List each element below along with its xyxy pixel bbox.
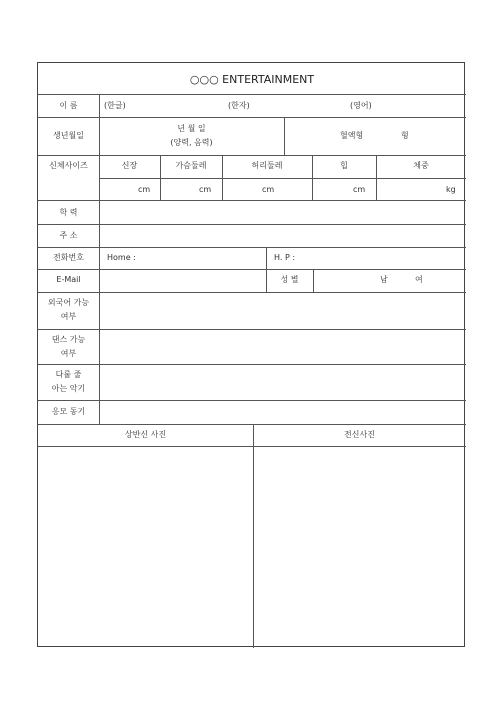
- rule: [38, 424, 466, 425]
- label-language-2: 여부: [60, 312, 77, 321]
- label-phone: 전화번호: [53, 253, 84, 262]
- label-gender: 성 별: [280, 275, 299, 284]
- rule: [38, 155, 466, 156]
- unit-height[interactable]: cm: [138, 185, 151, 194]
- name-english[interactable]: (영어): [350, 101, 372, 110]
- rule: [38, 247, 466, 248]
- label-name: 이 름: [59, 101, 78, 110]
- birth-date[interactable]: 년 월 일: [177, 124, 206, 133]
- rule: [38, 224, 466, 225]
- gender-male[interactable]: 남: [380, 275, 388, 284]
- blood-type-label: 혈액형: [340, 131, 364, 140]
- size-header-chest: 가슴둘레: [175, 161, 207, 170]
- blood-type-unit[interactable]: 형: [401, 131, 409, 140]
- label-dance-2: 여부: [60, 349, 77, 358]
- rule: [38, 292, 466, 293]
- size-header-height: 신장: [121, 161, 138, 170]
- rule: [284, 117, 285, 155]
- label-motive: 응모 동기: [51, 407, 86, 416]
- rule: [38, 329, 466, 330]
- label-body-size: 신체사이즈: [49, 161, 88, 170]
- photo-upper-body-label: 상반신 사진: [124, 430, 167, 439]
- gender-female[interactable]: 여: [415, 275, 423, 284]
- rule: [38, 94, 466, 95]
- rule: [38, 269, 466, 270]
- name-hangul[interactable]: (한글): [104, 101, 126, 110]
- rule: [266, 247, 267, 292]
- rule: [313, 269, 314, 292]
- rule: [38, 400, 466, 401]
- rule: [99, 178, 466, 179]
- label-language-1: 외국어 가능: [47, 298, 90, 307]
- label-birth: 생년월일: [53, 131, 84, 140]
- photo-full-body-label: 전신사진: [344, 430, 375, 439]
- size-header-weight: 체중: [413, 161, 429, 170]
- form-title: ○○○ ENTERTAINMENT: [189, 73, 315, 86]
- unit-chest[interactable]: cm: [199, 185, 212, 194]
- application-form: [37, 62, 465, 647]
- birth-calendar: (양력, 음력): [170, 138, 213, 147]
- label-education: 학 력: [59, 208, 78, 217]
- rule: [38, 117, 466, 118]
- size-header-hip: 힙: [340, 161, 348, 170]
- unit-hip[interactable]: cm: [353, 185, 366, 194]
- photo-full-body-area[interactable]: [254, 447, 465, 647]
- rule: [38, 364, 466, 365]
- photo-upper-body-area[interactable]: [39, 447, 252, 647]
- unit-weight[interactable]: kg: [446, 185, 456, 194]
- label-instrument-2: 아는 악기: [51, 384, 86, 393]
- unit-waist[interactable]: cm: [262, 185, 275, 194]
- phone-mobile[interactable]: H. P :: [274, 253, 296, 262]
- name-hanja[interactable]: (한자): [228, 101, 250, 110]
- rule: [38, 200, 466, 201]
- label-address: 주 소: [59, 231, 78, 240]
- size-header-waist: 허리둘레: [251, 161, 283, 170]
- label-email: E-Mail: [56, 275, 81, 284]
- label-instrument-1: 다룰 줄: [55, 370, 82, 379]
- label-dance-1: 댄스 가능: [51, 335, 86, 344]
- phone-home[interactable]: Home :: [107, 253, 136, 262]
